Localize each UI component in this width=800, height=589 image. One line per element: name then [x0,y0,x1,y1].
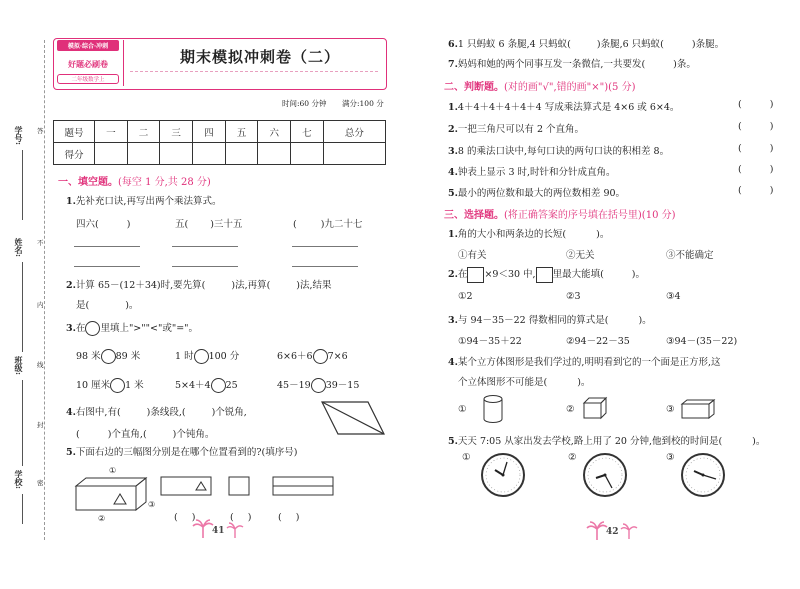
score-head-1: 一 [95,121,128,143]
s1-q3 [66,320,198,336]
score-cell[interactable] [95,143,128,165]
s1-q1-b2: )三十五 [210,219,243,230]
choice-q2-opt3: ③4 [666,291,681,302]
write-line[interactable] [292,265,358,267]
palm-tree-icon [192,518,214,538]
score-cell[interactable] [258,143,291,165]
s1-q4-c: )个锐角, [211,407,247,418]
choice-q1 [448,226,609,240]
score-table [53,120,386,165]
clock-icon [680,452,726,498]
q7-wechat [448,56,696,70]
box-3d-figure [74,476,150,512]
s1-q4-line2 [76,426,214,440]
s1-q1-b1: 五( [175,219,189,230]
margin-word-1: 答 [37,127,44,135]
s1-q1-num: 1. [66,196,76,207]
blank-box[interactable] [467,267,484,283]
compare-right: 25 [225,380,238,391]
paren-close: ) [191,512,196,523]
judge-text: 8 的乘法口诀中,每句口诀的两句口诀的积相差 8。 [457,146,670,157]
choice-q3-opt3: ③94－(35－22) [666,336,738,347]
paren-close: ) [769,99,774,110]
school-label: 学校: [14,470,24,489]
judge-num: 4. [448,167,458,178]
view-mark-2: ② [98,514,106,523]
brand-divider [123,40,124,86]
brand-block [57,40,119,86]
choice-q5-opt1-label: ① [462,452,471,463]
s1-q1-c2: )九二十七 [320,219,363,230]
s1-q3-num: 3. [66,323,76,334]
choice-q4-text: 某个立方体图形是我们学过的,明明看到它的一个面是正方形,这 [457,357,721,368]
write-line[interactable] [74,265,140,267]
judge-num: 5. [448,188,458,199]
judge-text: 最小的两位数和最大的两位数相差 90。 [457,188,626,199]
choice-num: 4. [448,357,458,368]
blank-box[interactable] [536,267,553,283]
paren-open: ( [230,512,234,523]
section2-title: 二、判断题。 [444,82,504,93]
q6-c: )条腿。 [691,39,725,50]
compare-right: 100 分 [208,351,240,362]
paren-close: ) [769,164,774,175]
choice-q2-opt2: ②3 [566,291,581,302]
judge-answer-1[interactable] [738,99,773,110]
compare-left: 5×4＋4 [175,380,211,391]
section1-note: (每空 1 分,共 28 分) [118,177,211,188]
choice-q1-opt2: ②无关 [566,250,595,261]
binding-dashed-line [44,40,45,540]
choice-num: 2. [448,269,458,280]
choice-q2 [448,266,645,283]
student-id-label: 学号: [14,126,24,145]
score-row-label: 得分 [54,143,95,165]
palm-tree-icon [620,523,638,539]
full-score: 满分:100 分 [342,99,384,108]
cube-figure [582,396,608,420]
paren-open: ( [738,121,742,132]
s1-q1-a-end: ) [126,219,131,230]
judge-item-1 [448,99,679,113]
s1-q4-d: ( [76,429,80,440]
choice-end: )。 [638,315,652,326]
compare-item [277,377,359,393]
s1-q4-f: )个钝角。 [172,429,215,440]
s1-q1-text: 先补充口诀,再写出两个乘法算式。 [75,196,222,207]
judge-num: 1. [448,102,458,113]
choice-q3-opt2: ②94－22－35 [566,336,630,347]
view-figure-c [272,476,334,496]
judge-num: 3. [448,146,458,157]
choice-q4-line2-text: 个立体图形不可能是( [458,377,548,388]
compare-circle[interactable] [211,378,226,393]
time-limit: 时间:60 分钟 [282,99,327,108]
q7-a: 妈妈和她的两个同事互发一条微信,一共要发( [457,59,646,70]
compare-circle[interactable] [311,378,326,393]
choice-q1-opt3: ③不能确定 [666,250,714,261]
choice-q4-opt2-label: ② [566,404,575,415]
s1-q1 [66,193,221,207]
cuboid-figure [680,398,716,420]
name-label: 姓名: [14,238,24,257]
score-header-row [54,121,386,143]
s1-q4-line1 [66,404,247,418]
choice-q2-opt1: ①2 [458,291,473,302]
s1-q2-end: )法,结果 [296,280,332,291]
choice-q4-line2 [458,374,590,388]
choice-num: 3. [448,315,458,326]
compare-right: 1 米 [125,380,144,391]
compare-item [277,348,348,364]
paren-open: ( [278,512,282,523]
score-head-6: 六 [258,121,291,143]
judge-item-3 [448,143,669,157]
judge-text: 一把三角尺可以有 2 个直角。 [457,124,585,135]
choice-q4-opt3-label: ③ [666,404,675,415]
choice-q3 [448,312,652,326]
paren-close: ) [295,512,300,523]
compare-left: 6×6＋6 [277,351,313,362]
compare-left: 98 米 [76,351,101,362]
write-line[interactable] [74,245,140,247]
margin-word-3: 内 [37,301,44,309]
title-rule [130,71,378,72]
section3-note: (将正确答案的序号填在括号里)(10 分) [504,210,676,221]
s1-q1-b [175,216,242,230]
s1-q2-line2-text: 是( [76,300,90,311]
choice-num: 1. [448,229,458,240]
choice-q2-c: 里最大能填( [552,269,604,280]
cylinder-figure [482,394,504,424]
s1-q5-num: 5. [66,447,76,458]
s1-q1-c1: ( [293,219,297,230]
choice-q5 [448,433,765,447]
score-cell[interactable] [193,143,226,165]
view-figure-a [160,476,212,496]
s1-q1-a-text: 四六( [76,219,99,230]
score-cell[interactable] [160,143,193,165]
judge-answer-4[interactable] [738,164,773,175]
write-line[interactable] [172,245,238,247]
page-title: 期末模拟冲刺卷（二） [180,48,341,66]
margin-word-2: 不 [37,239,44,247]
score-head-8: 总分 [323,121,385,143]
choice-q4-line1 [448,354,720,368]
compare-item [76,348,140,364]
s1-q3-text-a: 在 [75,323,86,334]
choice-text: 角的大小和两条边的长短( [457,229,567,240]
school-line [22,494,23,524]
brand-sub: 二年级数学上 [57,74,119,84]
page-number-left: 41 [212,526,225,536]
compare-left: 10 厘米 [76,380,111,391]
section3-heading [444,206,676,221]
view-mark-1: ① [109,466,117,475]
s1-q4-num: 4. [66,407,76,418]
s1-q2-line2 [76,297,138,311]
paren-open: ( [738,143,742,154]
paren-close: ) [247,512,252,523]
q6-b: )条腿,6 只蚂蚁( [596,39,664,50]
view-answer-c[interactable] [278,512,299,523]
judge-answer-2[interactable] [738,121,773,132]
compare-left: 1 时 [175,351,194,362]
score-cell[interactable] [291,143,324,165]
judge-text: 钟表上显示 3 时,时针和分针成直角。 [457,167,616,178]
score-head-5: 五 [225,121,258,143]
judge-num: 2. [448,124,458,135]
choice-text: 与 94－35－22 得数相同的算式是( [457,315,609,326]
choice-num: 5. [448,436,458,447]
s1-q4-b: )条线段,( [146,407,186,418]
compare-right: 39－15 [325,380,360,391]
brand-name: 好题必刷卷 [68,59,108,69]
judge-answer-3[interactable] [738,143,773,154]
clock-icon [480,452,526,498]
compare-left: 45－19 [277,380,311,391]
judge-item-4 [448,164,616,178]
score-head-2: 二 [127,121,160,143]
section1-title: 一、填空题。 [58,177,118,188]
choice-q1-opt1: ①有关 [458,250,487,261]
compare-item [76,377,144,393]
s1-q4-a: 右图中,有( [75,407,121,418]
judge-text: 4＋4＋4＋4＋4＋4 写成乘法算式是 4×6 或 6×4。 [457,102,680,113]
score-head-7: 七 [291,121,324,143]
compare-circle[interactable] [101,349,116,364]
paren-open: ( [738,99,742,110]
s1-q1-c [293,216,362,230]
choice-q2-b: ×9＜30 中, [484,269,536,280]
compare-circle-icon [85,321,100,336]
choice-end: )。 [596,229,610,240]
margin-word-4: 线 [37,361,44,369]
q7-b: )条。 [673,59,696,70]
section1-heading [58,173,211,188]
q6-a: 1 只蚂蚁 6 条腿,4 只蚂蚁( [457,39,571,50]
class-line [22,380,23,466]
section2-note: (对的画"√",错的画"×")(5 分) [504,82,636,93]
name-line [22,262,23,352]
paren-close: ) [769,185,774,196]
angle-figure [320,398,388,438]
compare-item [175,348,239,364]
section3-title: 三、选择题。 [444,210,504,221]
score-value-row [54,143,386,165]
score-head-3: 三 [160,121,193,143]
write-line[interactable] [172,265,238,267]
choice-q2-a: 在 [457,269,468,280]
palm-tree-icon [586,520,608,540]
score-head-4: 四 [193,121,226,143]
score-cell[interactable] [127,143,160,165]
q6-ants [448,36,724,50]
s1-q3-text-b: 里填上">""<"或"="。 [100,323,199,334]
choice-text: 天天 7:05 从家出发去学校,路上用了 20 分钟,他到校的时间是( [457,436,723,447]
compare-right: 89 米 [115,351,141,362]
s1-q5-text: 下面右边的三幅图分别是在哪个位置看到的?(填序号) [75,447,298,458]
choice-end: )。 [752,436,766,447]
view-figure-b [228,476,250,496]
margin-word-6: 密 [37,479,44,487]
s1-q2-num: 2. [66,280,76,291]
s1-q2-line2-end: )。 [125,300,139,311]
choice-q5-opt2-label: ② [568,452,577,463]
clock-icon [582,452,628,498]
paren-open: ( [174,512,178,523]
compare-right: 7×6 [327,351,348,362]
page-number-right: 42 [606,527,619,537]
section2-heading [444,78,635,93]
choice-q3-opt1: ①94－35＋22 [458,336,522,347]
student-id-line [22,150,23,220]
q7-num: 7. [448,59,458,70]
s1-q2-line1: 计算 65－(12＋34)时,要先算( [75,280,206,291]
brand-top: 模拟·综合·冲刺 [57,40,119,51]
judge-item-2 [448,121,584,135]
choice-q2-d: )。 [631,269,646,280]
score-cell[interactable] [225,143,258,165]
s1-q2-mid: )法,再算( [231,280,271,291]
choice-q5-opt3-label: ③ [666,452,675,463]
compare-circle[interactable] [313,349,328,364]
s1-q5 [66,444,297,458]
s1-q1-a [76,216,130,230]
score-head-0: 题号 [54,121,95,143]
q6-num: 6. [448,39,458,50]
judge-answer-5[interactable] [738,185,773,196]
s1-q4-e: )个直角,( [107,429,147,440]
s1-q2 [66,277,332,291]
margin-word-5: 封 [37,421,44,429]
compare-circle[interactable] [110,378,125,393]
paren-open: ( [738,185,742,196]
paren-open: ( [738,164,742,175]
paren-close: ) [769,143,774,154]
choice-q4-line2-end: )。 [577,377,591,388]
score-cell[interactable] [323,143,385,165]
paren-close: ) [769,121,774,132]
judge-item-5 [448,185,625,199]
view-mark-3: ③ [148,500,156,509]
compare-item [175,377,238,393]
compare-circle[interactable] [194,349,209,364]
choice-q4-opt1-label: ① [458,404,467,415]
palm-tree-icon [226,522,244,538]
write-line[interactable] [292,245,358,247]
class-label: 班级: [14,356,24,375]
